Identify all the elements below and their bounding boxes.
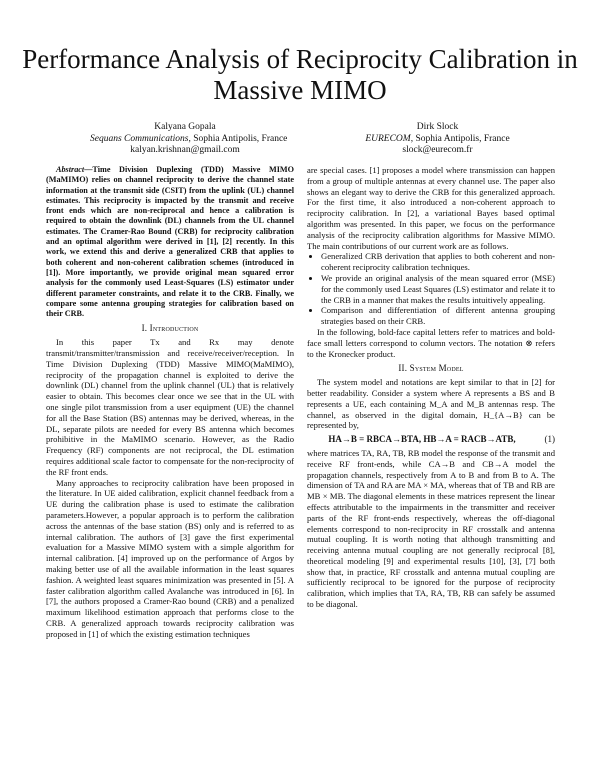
author-email: slock@eurecom.fr bbox=[402, 145, 473, 155]
equation-body: HA→B = RBCA→BTA, HB→A = RACB→ATB, bbox=[328, 434, 516, 445]
author-email: kalyan.krishnan@gmail.com bbox=[130, 145, 240, 155]
right-column bbox=[307, 165, 555, 610]
model-paragraph-2: where matrices TA, RA, TB, RB model the response of the transmit and receive RF front-ends, while CA→B and CB→A model the propagation channels, respectively from A to B and from B to A. The dimension of TA and RA are MA × MA, whereas that of TB and RB are MB × MB. The diagonal elements in these matrices represent the linear effects attributable to the impairments in the transmitter and receiver parts of the RF front-ends respectively, whereas the off-diagonal elements correspond to non-reciprocity in RF crosstalk and antenna mutual coupling. It is worth noting that although transmitting and receiving antenna mutual coupling are not generally reciprocal [8], theoretical modeling [9] and experimental results [10], [3], [7] both show that, in practice, RF crosstalk and antenna mutual coupling are sufficiently reciprocal to be ignored for the purpose of reciprocity calibration, which implies that TA, RA, TB, RB can safely be assumed to be diagonal. bbox=[307, 447, 555, 610]
contributions-list bbox=[307, 251, 555, 327]
left-column bbox=[46, 165, 294, 640]
author-name: Dirk Slock bbox=[416, 122, 459, 132]
intro-paragraph-1: In this paper Tx and Rx may denote transmit/transmitter/transmission and receive/receiver/reception. In Time Division Duplexing (TDD) Massive MIMO(MaMIMO), reciprocity of the propagation channel is exploited to derive the downlink (DL) channel from the uplink channel (UL) that is relatively easier to obtain. This becomes clear once we see that in the UL with one single pilot transmission from a user equipment (UE) the channel for all the Base Station (BS) antennas may be derived, whereas, in the DL, separate pilots are needed for every BS antenna which becomes prohibitive in the MaMIMO scenario. However, as the Radio Frequency (RF) components are not reciprocal, the DL estimation requires additional scale factor to compensate for the non-reciprocity of the RF front ends. bbox=[46, 337, 294, 477]
author-name: Kalyana Gopala bbox=[154, 122, 216, 132]
section-heading-system-model: II. System Model bbox=[398, 363, 464, 374]
contribution-item: • Generalized CRB derivation that applies to both coherent and non-coherent reciprocity calibration techniques. bbox=[321, 251, 555, 273]
abstract bbox=[46, 165, 294, 319]
author-affiliation: Sequans Communications, Sophia Antipolis, France bbox=[90, 133, 288, 144]
contribution-item: • We provide an original analysis of the mean squared error (MSE) for the commonly used Least Squares (LS) estimator and relate it to the CRB in a manner that makes the results intuitively appealing. bbox=[321, 273, 555, 305]
equation-number: (1) bbox=[544, 434, 555, 445]
model-paragraph-1: The system model and notations are kept similar to that in [2] for better readability. Consider a system where A represents a BS and B represents a UE, each containing M_A and M_B antennas resp. The channel, as observed in the digital domain, H_{A→B} can be represented by, bbox=[307, 377, 555, 431]
author-affiliation: EURECOM, Sophia Antipolis, France bbox=[365, 133, 510, 144]
author-block-2 bbox=[350, 122, 525, 157]
author-block-1 bbox=[90, 122, 288, 157]
abstract-lead: Abstract bbox=[56, 165, 85, 174]
intro-paragraph-3: are special cases. [1] proposes a model where transmission can happen from a group of multiple antennas at every channel use. The paper also shows an elegant way to derive the CRB for this generalized approach. For the first time, it also introduced a non-coherent approach to reciprocity calibration. In [2], a variational Bayes based optimal algorithm was presented. In this paper, we focus on the performance analysis of the reciprocity calibration algorithms for Massive MIMO. The main contributions of our current work are as follows. bbox=[307, 165, 555, 251]
equation-1 bbox=[307, 434, 555, 445]
contribution-item: • Comparison and differentiation of different antenna grouping strategies based on their CRB. bbox=[321, 305, 555, 327]
abstract-text: —Time Division Duplexing (TDD) Massive MIMO (MaMIMO) relies on channel reciprocity to derive the channel state information at the transmit side (CSIT) from the uplink (UL) channel estimates. This reciprocity is impacted by the transmit and receive front ends which are non-reciprocal and hence a calibration is required to obtain the downlink (DL) channels from the UL channel estimates. The Cramer-Rao Bound (CRB) for reciprocity calibration and an optimal algorithm were derived in [1], [2] recently. In this work, we extend this and derive a generalized CRB that applies to both coherent and non-coherent calibration schemes (introduced in [1]). More importantly, we provide original mean squared error analysis for the commonly used Least-Squares (LS) estimator under different parameter constraints, and relate it to the CRB. Finally, we compare some antenna grouping strategies for calibration based on their CRB. bbox=[46, 165, 294, 319]
paper-title: Performance Analysis of Reciprocity Calibration in Massive MIMO bbox=[22, 44, 578, 105]
intro-paragraph-2: Many approaches to reciprocity calibration have been proposed in the literature. In UE aided calibration, explicit channel feedback from a UE during the calibration phase is used to estimate the calibration parameters.However, a popular approach is to perform the calibration across the antennas of the base station (BS) only and is referred to as internal calibration. The authors of [3] gave the first experimental evaluation for a Massive MIMO system with a simple algorithm for internal calibration. [4] improved up on the performance of Argos by making better use of all the available information in the least squares fashion. A weighted least squares minimization was presented in [5]. A faster calibration algorithm called Avalanche was introduced in [6]. In [7], the authors proposed a Cramer-Rao bound (CRB) and a penalized maximum likelihood estimation approach that performs close to the CRB. A generalized approach towards reciprocity calibration was proposed in [1] of which the existing estimation techniques bbox=[46, 477, 294, 639]
notation-paragraph: In the following, bold-face capital letters refer to matrices and bold-face small letters correspond to column vectors. The notation ⊗ refers to the Kronecker product. bbox=[307, 326, 555, 359]
section-heading-introduction: I. Introduction bbox=[141, 323, 199, 334]
